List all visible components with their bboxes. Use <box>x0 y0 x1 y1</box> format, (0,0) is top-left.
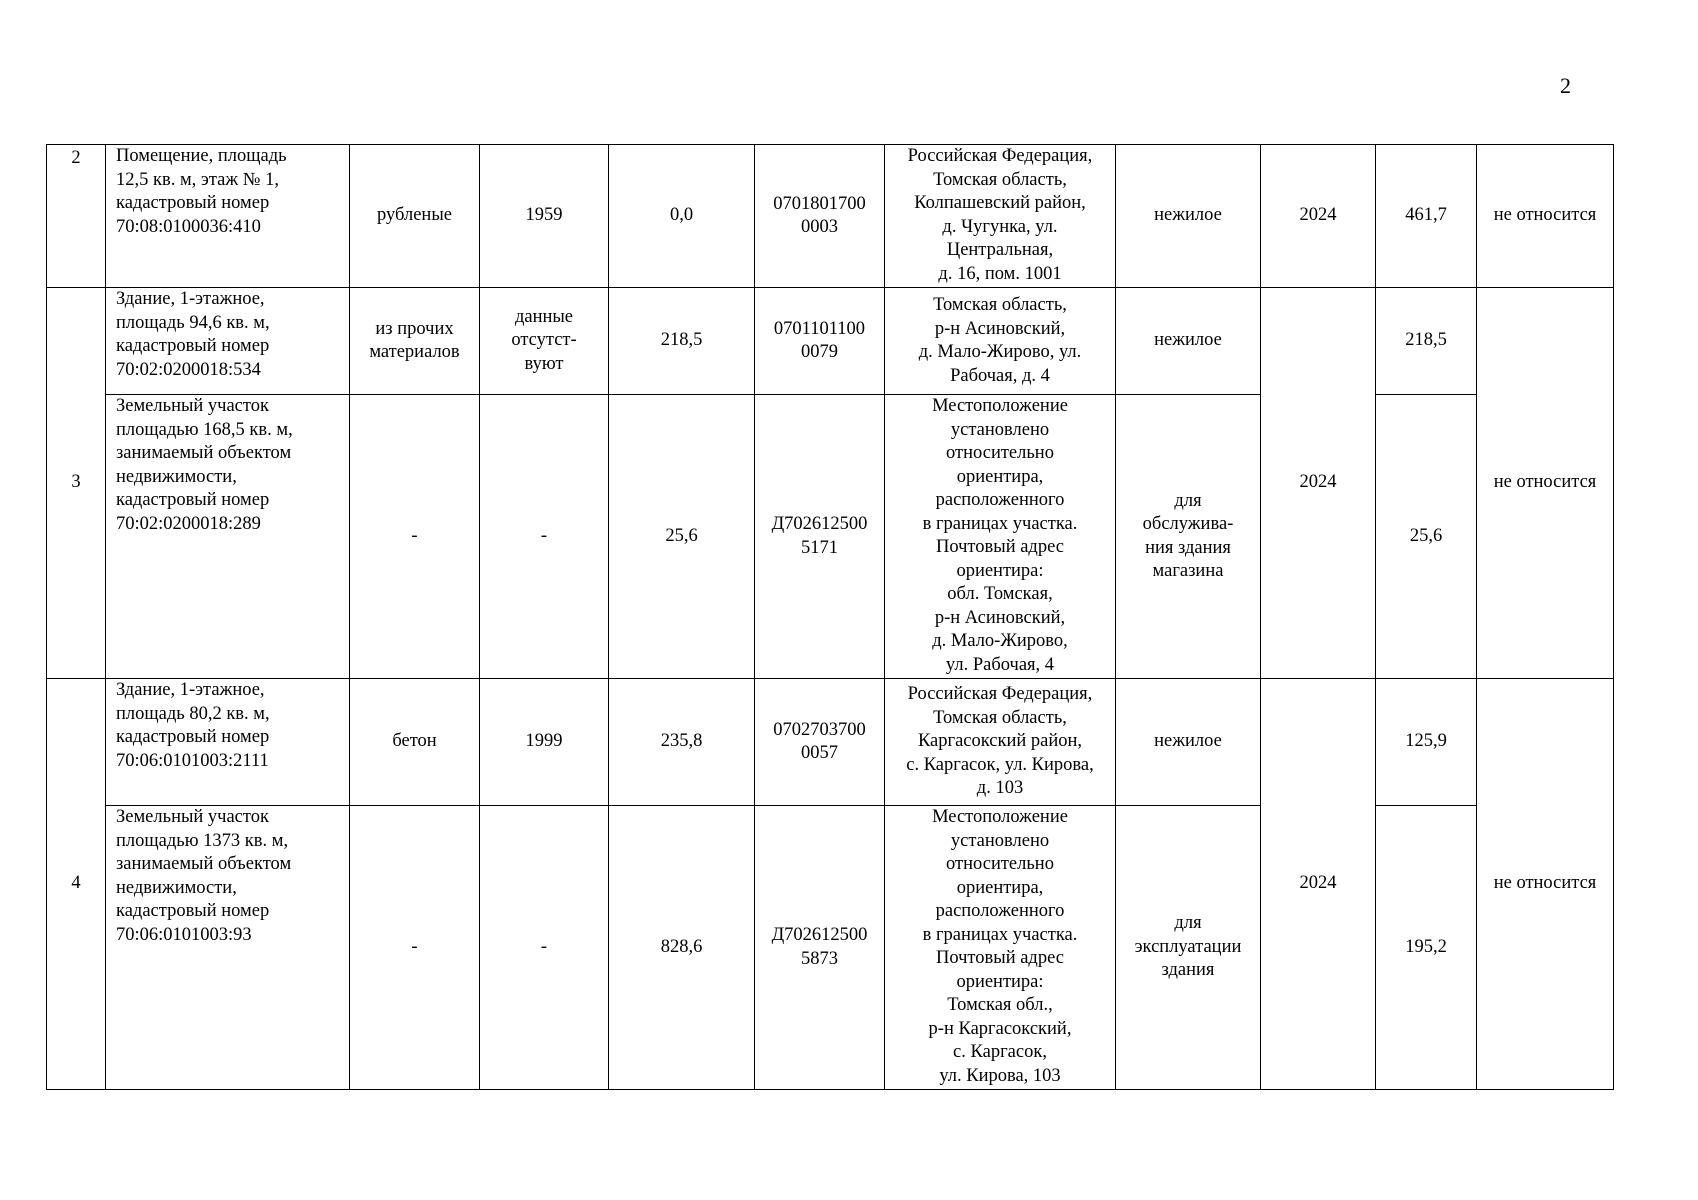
table-row <box>47 288 1614 395</box>
period-cell: 2024 <box>1261 145 1376 288</box>
purpose-cell: для обслужива- ния здания магазина <box>1116 395 1261 679</box>
object-description-cell: Земельный участок площадью 168,5 кв. м, занимаемый объектом недвижимости, кадастровый номер 70:02:0200018:289 <box>106 395 350 679</box>
wall-material-cell: - <box>350 395 480 679</box>
row-number-cell: 3 <box>47 288 106 679</box>
row-number-cell: 4 <box>47 679 106 1090</box>
build-year-cell: 1999 <box>480 679 609 806</box>
object-description-cell: Здание, 1-этажное, площадь 80,2 кв. м, кадастровый номер 70:06:0101003:2111 <box>106 679 350 806</box>
value-cell: 125,9 <box>1376 679 1477 806</box>
build-year-cell: - <box>480 395 609 679</box>
object-description-cell: Земельный участок площадью 1373 кв. м, занимаемый объектом недвижимости, кадастровый номер 70:06:0101003:93 <box>106 806 350 1090</box>
wall-material-cell: из прочих материалов <box>350 288 480 395</box>
table-row <box>47 806 1614 1090</box>
code-cell: 0702703700 0057 <box>755 679 885 806</box>
area-cell: 0,0 <box>609 145 755 288</box>
area-cell: 828,6 <box>609 806 755 1090</box>
relation-cell: не относится <box>1477 145 1614 288</box>
relation-cell: не относится <box>1477 679 1614 1090</box>
address-cell: Местоположение установлено относительно ориентира, расположенного в границах участка. Почтовый адрес ориентира: обл. Томская, р-н Асиновский, д. Мало-Жирово, ул. Рабочая, 4 <box>885 395 1116 679</box>
area-cell: 25,6 <box>609 395 755 679</box>
build-year-cell: - <box>480 806 609 1090</box>
purpose-cell: нежилое <box>1116 288 1261 395</box>
table-row <box>47 145 1614 288</box>
page-number: 2 <box>1560 73 1571 98</box>
value-cell: 218,5 <box>1376 288 1477 395</box>
code-cell: Д702612500 5171 <box>755 395 885 679</box>
wall-material-cell: - <box>350 806 480 1090</box>
address-cell: Местоположение установлено относительно ориентира, расположенного в границах участка. Почтовый адрес ориентира: Томская обл., р-н Каргасокский, с. Каргасок, ул. Кирова, 103 <box>885 806 1116 1090</box>
table-row <box>47 395 1614 679</box>
row-number-cell: 2 <box>47 145 106 288</box>
purpose-cell: для эксплуатации здания <box>1116 806 1261 1090</box>
address-cell: Российская Федерация, Томская область, Каргасокский район, с. Каргасок, ул. Кирова, д. 103 <box>885 679 1116 806</box>
relation-cell: не относится <box>1477 288 1614 679</box>
object-description-cell: Помещение, площадь 12,5 кв. м, этаж № 1, кадастровый номер 70:08:0100036:410 <box>106 145 350 288</box>
period-cell: 2024 <box>1261 679 1376 1090</box>
wall-material-cell: рубленые <box>350 145 480 288</box>
code-cell: 0701801700 0003 <box>755 145 885 288</box>
address-cell: Томская область, р-н Асиновский, д. Мало-Жирово, ул. Рабочая, д. 4 <box>885 288 1116 395</box>
value-cell: 195,2 <box>1376 806 1477 1090</box>
address-cell: Российская Федерация, Томская область, Колпашевский район, д. Чугунка, ул. Центральная, д. 16, пом. 1001 <box>885 145 1116 288</box>
purpose-cell: нежилое <box>1116 145 1261 288</box>
value-cell: 25,6 <box>1376 395 1477 679</box>
build-year-cell: 1959 <box>480 145 609 288</box>
value-cell: 461,7 <box>1376 145 1477 288</box>
property-table <box>46 144 1614 1090</box>
period-cell: 2024 <box>1261 288 1376 679</box>
table-row <box>47 679 1614 806</box>
build-year-cell: данные отсутст- вуют <box>480 288 609 395</box>
purpose-cell: нежилое <box>1116 679 1261 806</box>
area-cell: 235,8 <box>609 679 755 806</box>
code-cell: Д702612500 5873 <box>755 806 885 1090</box>
wall-material-cell: бетон <box>350 679 480 806</box>
object-description-cell: Здание, 1-этажное, площадь 94,6 кв. м, кадастровый номер 70:02:0200018:534 <box>106 288 350 395</box>
area-cell: 218,5 <box>609 288 755 395</box>
code-cell: 0701101100 0079 <box>755 288 885 395</box>
